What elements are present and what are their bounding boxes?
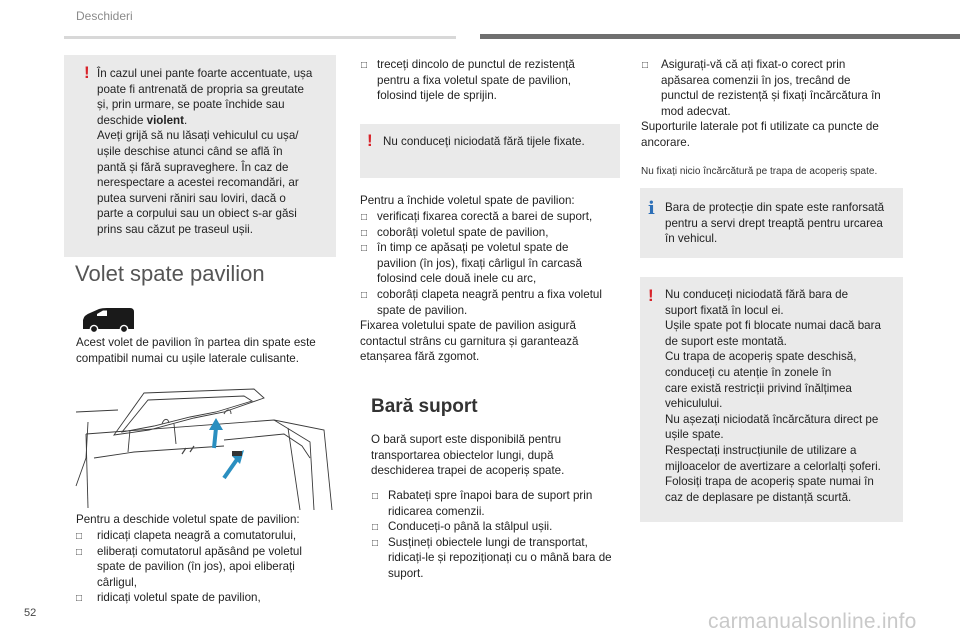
bullet-marker: □ — [361, 60, 368, 71]
warning-line: Nu conduceți niciodată fără bara de — [665, 288, 849, 301]
warning-line: pantă și fără supraveghere. În caz de — [97, 160, 289, 174]
open-step-line: eliberați comutatorul apăsând pe voletul — [97, 544, 302, 558]
section-title-volet: Volet spate pavilion — [75, 261, 265, 286]
warning-line: caz de deplasare pe distanță scurtă. — [665, 490, 852, 504]
bullet-marker: □ — [361, 290, 368, 301]
bar-step-line: Conduceți-o până la stâlpul ușii. — [388, 520, 553, 534]
warning-line: Ușile spate pot fi blocate numai dacă bara — [665, 319, 881, 333]
close-step-line: verificați fixarea corectă a barei de suport, — [377, 210, 593, 223]
header-rule-left — [64, 36, 456, 39]
intro-line: compatibil numai cu ușile laterale culisante. — [76, 351, 299, 365]
warning-line: ușile spate. — [665, 428, 724, 442]
step-line: folosind tijele de sprijin. — [377, 89, 497, 103]
warning-line: prins sau căzut pe traseul ușii. — [97, 223, 253, 236]
bullet-marker: □ — [372, 522, 379, 534]
bar-step-line: Rabateți spre înapoi bara de suport prin — [388, 489, 593, 502]
page-number: 52 — [24, 607, 37, 619]
open-step-line: ridicați clapeta neagră a comutatorului, — [97, 529, 297, 542]
step-line: mod adecvat. — [661, 104, 731, 118]
warning-line: de suport este montată. — [665, 334, 787, 348]
step-line: apăsarea comenzii în jos, trecând de — [661, 73, 851, 87]
warning-line: conduceți cu atenție în zonele în — [665, 366, 832, 379]
step-line: punctul de rezistență și fixați încărcătura în — [661, 89, 881, 103]
open-step-line: ridicați voletul spate de pavilion, — [97, 591, 261, 605]
step-line: treceți dincolo de punctul de rezistență — [377, 58, 575, 71]
warning-line: suport fixată în locul ei. — [665, 303, 784, 317]
roof-flap-illustration — [74, 388, 336, 510]
warning-icon: ! — [648, 286, 654, 305]
warning-bold-word: violent — [146, 113, 185, 127]
close-step-line: spate de pavilion. — [377, 303, 468, 317]
open-step-line: spate de pavilion (în jos), apoi eliberați — [97, 560, 295, 574]
bullet-marker: □ — [642, 60, 649, 71]
bar-intro-line: transportarea obiectelor lungi, după — [371, 448, 554, 462]
warning-line: și, prin urmare, se poate închide sau — [97, 98, 285, 112]
bullet-marker: □ — [361, 227, 368, 239]
anchor-note-line: ancorare. — [641, 136, 690, 149]
warning-line: ușile deschise atunci când se află în — [97, 145, 283, 158]
warning-line: În cazul unei pante foarte accentuate, ușa — [97, 67, 313, 80]
warning-box-rods — [360, 124, 620, 178]
warning-line: mijloacelor de avertizare a celorlalți șoferi. — [665, 459, 881, 473]
bar-intro-line: deschiderea trapei de acoperiș spate. — [371, 464, 565, 478]
bullet-marker: □ — [361, 212, 368, 223]
close-note-line: Fixarea voletului spate de pavilion asigură — [360, 319, 576, 333]
no-load-note: Nu fixați nicio încărcătură pe trapa de acoperiș spate. — [641, 166, 878, 177]
page-header-title: Deschideri — [76, 9, 133, 23]
bullet-marker: □ — [76, 546, 83, 558]
warning-icon: ! — [367, 131, 373, 150]
bullet-marker: □ — [76, 593, 83, 605]
close-intro: Pentru a închide voletul spate de pavilion: — [360, 194, 575, 207]
section-title-bara: Bară suport — [371, 396, 478, 417]
close-step-line: coborâți voletul spate de pavilion, — [377, 225, 549, 239]
intro-line: Acest volet de pavilion în partea din spate este — [76, 336, 316, 349]
open-intro: Pentru a deschide voletul spate de pavilion: — [76, 513, 300, 526]
warning-icon: ! — [84, 63, 90, 82]
warning-line: parte a corpului sau un obiect s-ar găsi — [97, 207, 297, 221]
bullet-marker: □ — [76, 531, 83, 542]
header-rule-right — [480, 34, 960, 39]
close-step-line: folosind cele două inele cu arc, — [377, 272, 537, 286]
bar-step-line: ridicarea comenzii. — [388, 504, 485, 518]
step-line: Asigurați-vă că ați fixat-o corect prin — [661, 58, 846, 71]
warning-line: Respectați instrucțiunile de utilizare a — [665, 444, 857, 457]
warning-line: Aveți grijă să nu lăsați vehiculul cu ușa/ — [97, 129, 299, 143]
open-step-line: cârligul, — [97, 575, 137, 589]
warning-line: poate fi antrenată de propria sa greutate — [97, 82, 304, 96]
anchor-note-line: Suporturile laterale pot fi utilizate ca puncte de — [641, 120, 879, 134]
bullet-marker: □ — [372, 537, 379, 549]
watermark: carmanualsonline.info — [708, 610, 917, 633]
warning-line: deschide violent. — [97, 113, 188, 127]
close-note-line: etanșarea fără zgomot. — [360, 350, 480, 364]
warning-line: Folosiți trapa de acoperiș spate numai în — [665, 475, 874, 489]
close-step-line: pavilion (în jos), fixați cârligul în carcasă — [377, 256, 582, 270]
close-note-line: contactul strâns cu garnitura și garantează — [360, 334, 579, 348]
bullet-marker: □ — [372, 491, 379, 502]
info-line: pentru a servi drept treaptă pentru urcarea — [665, 216, 883, 230]
bar-step-line: suport. — [388, 567, 424, 580]
bar-intro-line: O bară suport este disponibilă pentru — [371, 433, 562, 446]
warning-text-rods: Nu conduceți niciodată fără tijele fixate. — [383, 135, 585, 148]
close-step-line: în timp ce apăsați pe voletul spate de — [377, 241, 569, 255]
bar-step-line: ridicați-le și repoziționați cu o mână bara de — [388, 551, 612, 565]
van-icon — [80, 307, 136, 333]
warning-line: putea surveni răniri sau loviri, dacă o — [97, 191, 286, 205]
info-line: în vehicul. — [665, 232, 718, 246]
warning-line: Nu așezați niciodată încărcătura direct pe — [665, 412, 879, 426]
warning-bold-suffix: . — [184, 113, 188, 127]
close-step-line: coborâți clapeta neagră pentru a fixa voletul — [377, 288, 602, 301]
step-line: pentru a fixa voletul spate de pavilion, — [377, 73, 571, 87]
warning-line: care există restricții privind înălțimea — [665, 381, 852, 395]
bar-step-line: Susțineți obiectele lungi de transportat, — [388, 535, 588, 549]
info-icon: i — [648, 198, 655, 219]
warning-line: vehiculului. — [665, 397, 723, 411]
info-line: Bara de protecție din spate este ranforsată — [665, 201, 885, 214]
bullet-marker: □ — [361, 243, 368, 255]
warning-line: Cu trapa de acoperiș spate deschisă, — [665, 350, 857, 364]
warning-line: nerespectare a acestei recomandări, ar — [97, 176, 299, 190]
